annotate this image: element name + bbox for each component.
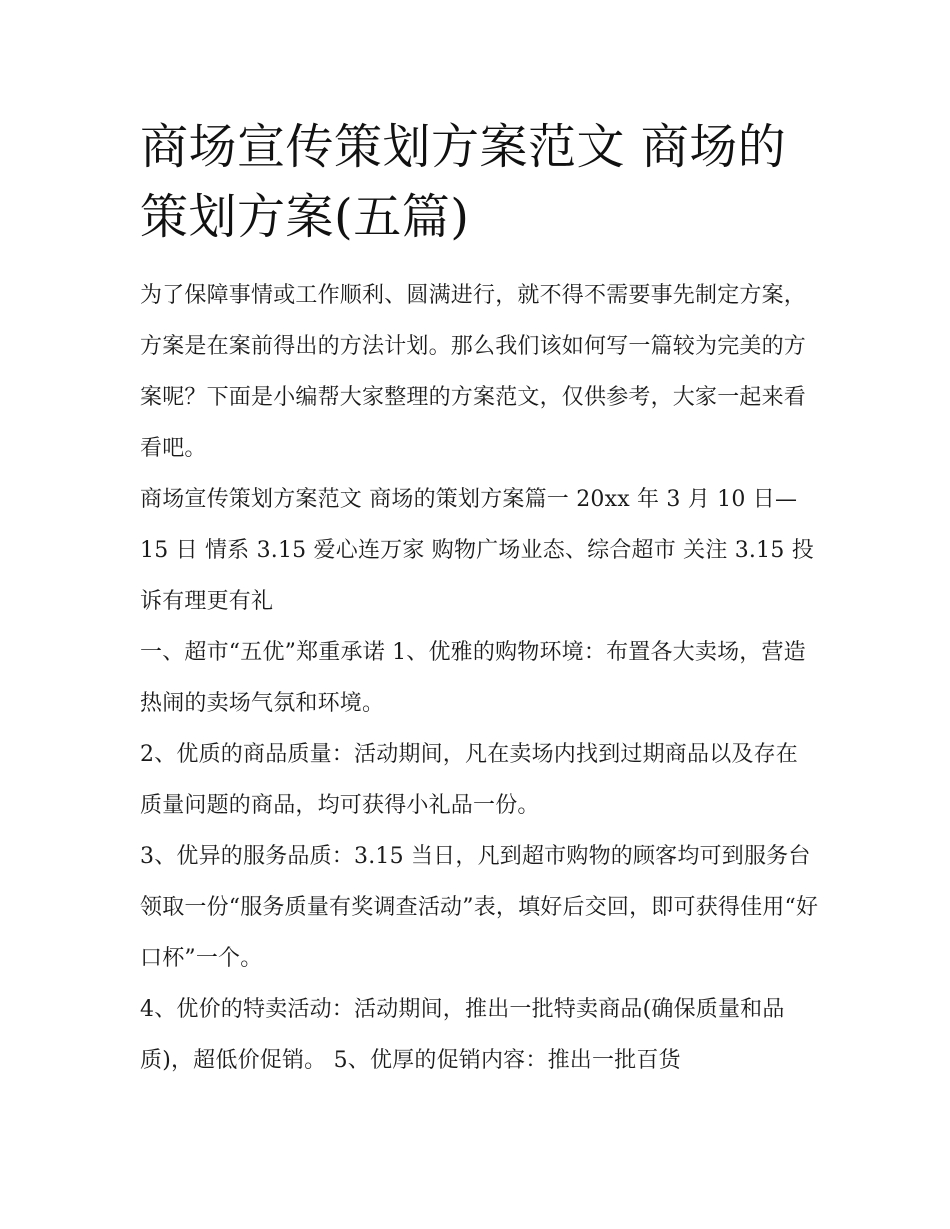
promise-paragraph-3: 3、优异的服务品质：3.15 当日，凡到超市购物的顾客均可到服务台领取一份“服务质量有奖调查活动”表，填好后交回，即可获得佳用“好口杯”一个。 (140, 844, 819, 971)
event-summary-paragraph: 商场宣传策划方案范文 商场的策划方案篇一 20xx 年 3 月 10 日—15 日 情系 3.15 爱心连万家 购物广场业态、综合超市 关注 3.15 投诉有理更有礼 (140, 487, 814, 614)
document-page (140, 112, 820, 1086)
promise-paragraph-1: 一、超市“五优”郑重承诺 1、优雅的购物环境：布置各大卖场，营造热闹的卖场气氛和环境。 (140, 640, 806, 716)
title-line-2: 策划方案(五篇) (140, 189, 470, 245)
promise-paragraph-4: 4、优价的特卖活动：活动期间，推出一批特卖商品(确保质量和品质)，超低价促销。 5、优厚的促销内容：推出一批百货 (140, 997, 785, 1073)
title-line-1: 商场宣传策划方案范文 商场的 (140, 119, 787, 175)
promise-paragraph-2: 2、优质的商品质量：活动期间，凡在卖场内找到过期商品以及存在质量问题的商品，均可获得小礼品一份。 (140, 742, 798, 818)
intro-paragraph: 为了保障事情或工作顺利、圆满进行，就不得不需要事先制定方案，方案是在案前得出的方法计划。那么我们该如何写一篇较为完美的方案呢？下面是小编帮大家整理的方案范文，仅供参考，大家一起来看看吧。 (140, 283, 807, 461)
document-title (140, 112, 820, 252)
